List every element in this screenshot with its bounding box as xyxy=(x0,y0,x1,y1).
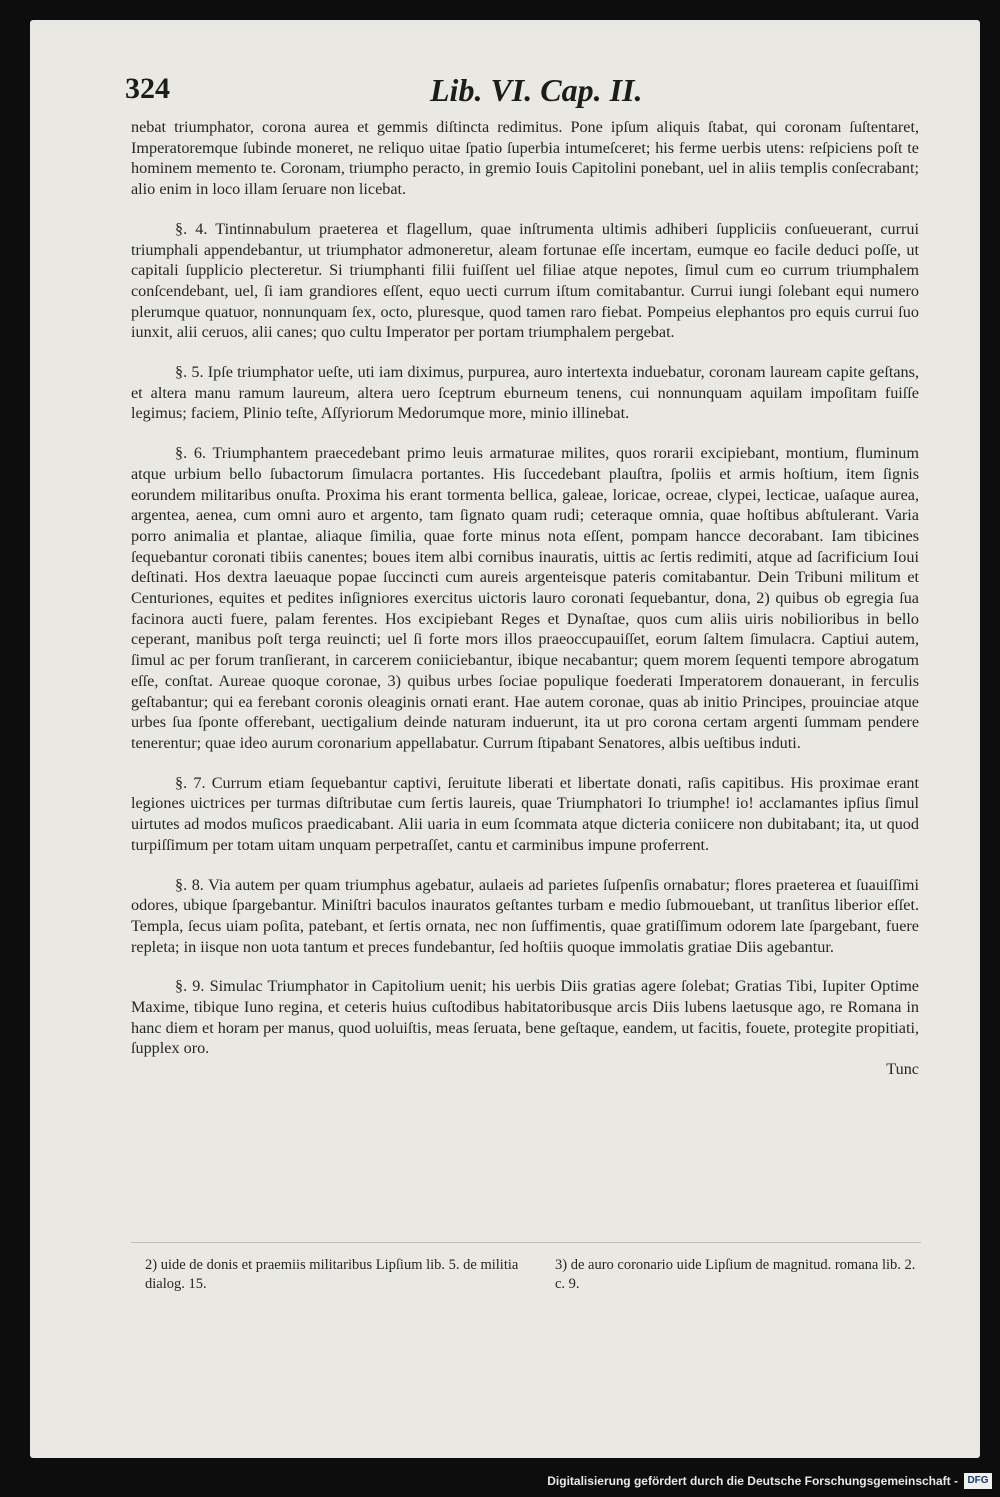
footnote-divider xyxy=(131,1242,921,1243)
page-number: 324 xyxy=(125,72,170,105)
footnote-2: 2) uide de donis et praemiis militaribus Lipſium lib. 5. de militia dialog. 15. xyxy=(145,1257,519,1292)
footnote-3: 3) de auro coronario uide Lipſium de magnitud. romana lib. 2. c. 9. xyxy=(555,1257,916,1292)
paragraph-section-6: §. 6. Triumphantem praecedebant primo leuis armaturae milites, quos rorarii excipiebant, montium, fluminum atque urbium bello ſubactorum ſimulacra portantes. His ſuccedebant plauſtra, ſpoliis et armis hoſtium, item ſignis eorundem militaribus onuſta. Proxima his erant tormenta bellica, galeae, loricae, ocreae, clypei, lecticae, uaſaque aurea, argentea, aenea, cum omni auro et argento, tam ſignato quam rudi; ceteraque omnia, quae hoſtibus abſtulerant. Varia porro animalia et plantae, aliaque ſimilia, quae forte minus nota eſſent, pompam hancce decorabant. Iam tibicines ſequebantur coronati tibiis canentes; boues item albi cornibus inauratis, uittis ac ſertis redimiti, atque ad ſacrificium Ioui deſtinati. Hos dextra laeuaque popae ſuccincti cum aureis argenteisque pateris comitabantur. Dein Tribuni militum et Centuriones, equites et pedites inſigniores exercitus uictoris lauro coronati ſequebantur, dona, 2) quibus ob egregia ſua facinora aucti fuere, palam ferentes. Hos excipiebant Reges et Dynaſtae, quos cum aliis uiris nobilioribus in bello ceperant, manibus poſt terga reuincti; uel ſi forte mors illos praeoccupauiſſet, eorum ſaltem ſimulacra. Captiui autem, ſimul ac per forum tranſierant, in carcerem coniiciebantur, ibique necabantur; quem morem ſequenti tempore abrogatum eſſe, conſtat. Aureae quoque coronae, 3) quibus urbes ſociae populique foederati Imperatorem donauerant, in ferculis geſtabantur; qui ea ferebant coronis oleaginis ornati erant. Hae autem coronae, quas ab initio Principes, prouinciae atque urbes ſua ſponte offerebant, uectigalium deinde naturam induerunt, ita ut pro corona certam argenti ſummam pendere tenerentur; quae ideo aurum coronarium appellabatur. Currum ſtipabant Senatores, albis ueſtibus induti. xyxy=(131,444,919,752)
paragraph-section-5: §. 5. Ipſe triumphator ueſte, uti iam diximus, purpurea, auro intertexta induebatur, coronam lauream capite geſtans, et altera manu ramum laureum, altera uero ſceptrum eburneum tenens, cui nonnunquam aquilam impoſitam fuiſſe legimus; faciem, Plinio teſte, Aſſyriorum Medorumque more, minio illinebat. xyxy=(131,363,919,423)
paragraph-continuation: nebat triumphator, corona aurea et gemmis diſtincta redimitus. Pone ipſum aliquis ſtabat, qui coronam ſuſtentaret, Imperatoremque ſubinde moneret, ne reliquo uitae ſpatio ſuperbia intumeſceret; his ferme uerbis utens: reſpiciens poſt te hominem memento te. Coronam, triumpho peracto, in gremio Iouis Capitolini ponebant, uel in aliis templis conſecrabant; alio enim in loco illam ſeruare non licebat. xyxy=(131,118,919,199)
paragraph-section-4: §. 4. Tintinnabulum praeterea et flagellum, quae inſtrumenta ultimis adhiberi ſuppliciis conſueuerant, currui triumphali appendebantur, ut triumphator admoneretur, aleam fortunae eſſe incertam, eumque eo facile deduci poſſe, ut capitali ſupplicio plecteretur. Si triumphanti filii fuiſſent uel filiae atque nepotes, ſimul cum eo currum triumphalem conſcendebant, uel, ſi iam grandiores eſſent, equo uecti currum iſtum comitabantur. Currui iungi ſolebant equi numero plerumque quatuor, nonnunquam ſex, octo, pluresque, quod tamen raro fiebat. Pompeius elephantos pro equis currui ſuo iunxit, alii ceruos, alii canes; quo cultu Imperator per portam triumphalem pergebat. xyxy=(131,219,919,342)
footnotes xyxy=(145,1256,925,1294)
body-text xyxy=(131,117,919,1099)
running-title: Lib. VI. Cap. II. xyxy=(430,72,643,108)
footer-credit-text: Digitalisierung gefördert durch die Deutsche Forschungsgemeinschaft - xyxy=(547,1474,958,1488)
digitization-footer xyxy=(0,1468,1000,1497)
paragraph-section-9: §. 9. Simulac Triumphator in Capitolium uenit; his uerbis Diis gratias agere ſolebat; Gratias Tibi, Iupiter Optime Maxime, tibique Iuno regina, et ceteris huius cuſtodibus habitatoribusque arcis Diis lubens laetusque ago, re Romana in hanc diem et horam per manus, quod uoluiſtis, meas ſeruata, bene geſtaque, eandem, ut facitis, fouete, protegite propitiati, ſupplex oro. xyxy=(131,977,919,1058)
paragraph-section-7: §. 7. Currum etiam ſequebantur captivi, ſeruitute liberati et libertate donati, raſis capitibus. His proximae erant legiones uictrices per turmas diſtributae cum ſertis laureis, quae Triumphatori Io triumphe! io! acclamantes ipſius ſimul uirtutes ad modos muſicos praedicabant. Alii uaria in eum ſcommata atque dicteria coniicere non dubitabant; ita, ut quod turpiſſimum per totam uitam unquam perpetraſſet, cantu et carminibus impune proferrent. xyxy=(131,773,919,854)
dfg-logo-icon: DFG xyxy=(964,1473,992,1489)
page-header xyxy=(125,72,925,118)
paragraph-section-8: §. 8. Via autem per quam triumphus agebatur, aulaeis ad parietes ſuſpenſis ornabatur; flores praeterea et ſuauiſſimi odores, ubique ſpargebantur. Miniſtri baculos inauratos geſtantes turbam e medio ſubmouebant, ut tranſitus liberior eſſet. Templa, ſecus uiam poſita, patebant, et ſertis ornata, nec non ſuffimentis, quae gratiſſimum odorem late ſpargebant, fuere repleta; in iisque non uota tantum et preces fundebantur, ſed hoſtiis quoque immolatis gratiae Diis agebantur. xyxy=(131,875,919,956)
catchword: Tunc xyxy=(886,1060,919,1079)
